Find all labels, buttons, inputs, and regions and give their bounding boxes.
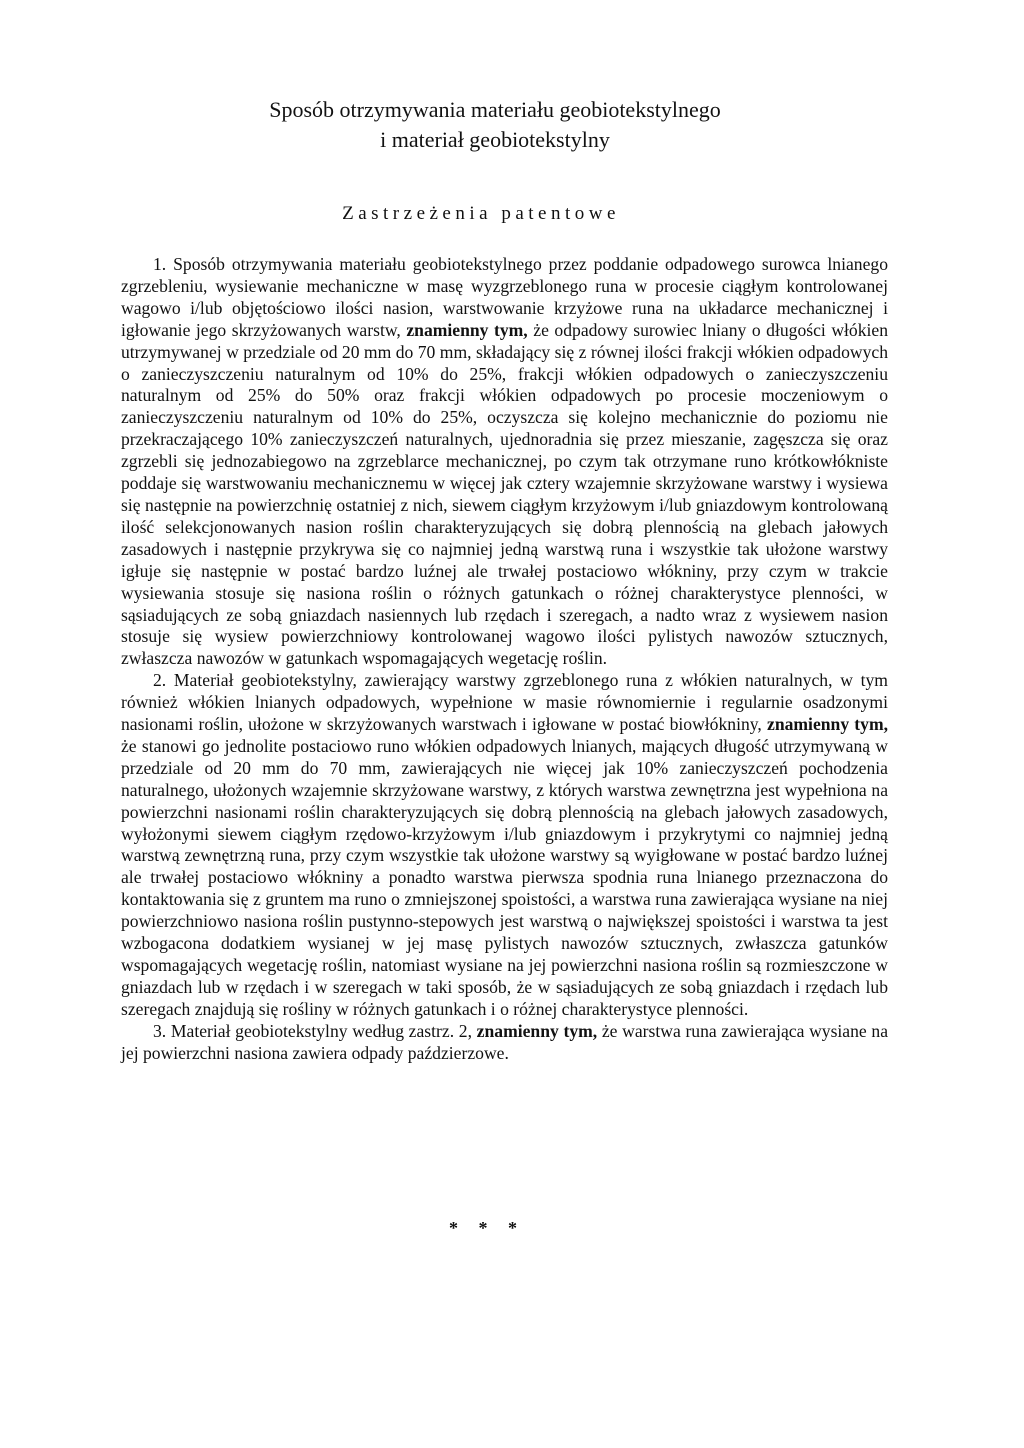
document-title [0, 95, 990, 155]
claim-3 [121, 1021, 888, 1065]
title-line-1: Sposób otrzymywania materiału geobiotekstylnego [269, 97, 721, 122]
claim-1 [121, 254, 888, 670]
section-heading: Zastrzeżenia patentowe [342, 203, 620, 224]
claim-2-text-start: 2. Materiał geobiotekstylny, zawierający warstwy zgrzeblonego runa z włókien naturalnych, w tym również włókien lnianych odpadowych, wypełnione w masie równomiernie i regularnie osadzonymi nasionami roślin, ułożone w skrzyżowanych warstwach i igłowane w postać biowłókniny, [121, 670, 888, 735]
claim-2-emphasis: znamienny tym, [767, 714, 889, 735]
claim-1-text-end: że odpadowy surowiec lniany o długości włókien utrzymywanej w przedziale od 20 mm do 70 mm, składający się z równej ilości frakcji włókien odpadowych o zanieczyszczeniu naturalnym od 10% do 25%, frakcji włókien odpadowych o zanieczyszczeniu naturalnym od 25% do 50% oraz frakcji włókien odpadowych po procesie moczeniowym o zanieczyszczeniu naturalnym od 10% do 25%, oczyszcza się kolejno mechanicznie do poziomu nie przekraczającego 10% zanieczyszczeń naturalnych, ujednoradnia się przez mieszanie, zagęszcza się oraz zgrzebli się jednozabiegowo na zgrzeblarce mechanicznej, po czym tak otrzymane runo krótkowłókniste poddaje się warstwowaniu mechanicznemu w więcej jak cztery wzajemnie skrzyżowane warstwy i wysiewa się następnie na powierzchnię ostatniej z nich, siewem ciągłym krzyżowym i/lub gniazdowym kontrolowaną ilość selekcjonowanych nasion roślin charakteryzujących się dobrą plennością na glebach jałowych zasadowych i następnie przykrywa się co najmniej jedną warstwą runa i wszystkie tak ułożone warstwy igłuje się następnie w postać bardzo luźnej ale trwałej postaciowo włókniny, przy czym w trakcie wysiewania stosuje się nasiona roślin o różnych gatunkach o różnej charakterystyce plenności, w sąsiadujących ze sobą gniazdach nasiennych lub rzędach i szeregach, a nadto wraz z wysiewem nasion stosuje się wysiew powierzchniowy kontrolowanej wagowo ilości pylistych nawozów sztucznych, zwłaszcza nawozów w gatunkach wspomagających wegetację roślin. [121, 319, 889, 669]
claims-body [121, 254, 888, 1065]
title-line-2: i materiał geobiotekstylny [380, 127, 610, 152]
claim-3-emphasis: znamienny tym, [476, 1020, 598, 1041]
claim-2-text-end: że stanowi go jednolite postaciowo runo włókien odpadowych lnianych, mających długość utrzymywaną w przedziale od 20 mm do 70 mm, zawierających nie więcej jak 10% zanieczyszczeń pochodzenia naturalnego, ułożonych wzajemnie skrzyżowane warstwy, z których warstwa zewnętrzna jest wypełniona na powierzchni nasionami roślin charakteryzujących się dobrą plennością na glebach jałowych zasadowych, wyłożonymi siewem ciągłym rzędowo-krzyżowym i/lub gniazdowym i przykrytymi co najmniej jedną warstwą zewnętrzną runa, przy czym wszystkie tak ułożone warstwy są wyigłowane w postać bardzo luźnej ale trwałej postaciowo włókniny a ponadto warstwa pierwsza spodnia runa lnianego przeznaczona do kontaktowania się z gruntem ma runo o zmniejszonej spoistości, a warstwa runa zawierająca wysiane na niej powierzchniowo nasiona roślin pustynno-stepowych jest warstwą o największej spoistości i warstwa ta jest wzbogacona dodatkiem wysianej w jej masę pylistych nawozów sztucznych, zwłaszcza gatunków wspomagających wegetację roślin, natomiast wysiane na jej powierzchni nasiona roślin są rozmieszczone w gniazdach lub w rzędach i w szeregach w taki sposób, że w sąsiadujących ze sobą gniazdach i rzędach lub szeregach znajdują się rośliny w różnych gatunkach i o różnej charakterystyce plenności. [121, 735, 888, 1019]
claim-2 [121, 670, 888, 1021]
claim-1-emphasis: znamienny tym, [406, 319, 528, 340]
end-of-document-marker: * * * [449, 1218, 517, 1238]
claim-3-text-end: że warstwa runa zawierająca wysiane na jej powierzchni nasiona zawiera odpady paździerzowe. [121, 1020, 889, 1063]
claim-1-text-start: 1. Sposób otrzymywania materiału geobiotekstylnego przez poddanie odpadowego surowca lnianego zgrzebleniu, wysiewanie mechaniczne w masę wyzgrzeblonego runa w procesie ciągłym kontrolowanej wagowo i/lub objętościowo ilości nasion, warstwowanie krzyżowe runa na układarce mechanicznej i igłowanie jego skrzyżowanych warstw, [121, 254, 888, 340]
claim-3-text-start: 3. Materiał geobiotekstylny według zastrz. 2, [153, 1020, 472, 1041]
